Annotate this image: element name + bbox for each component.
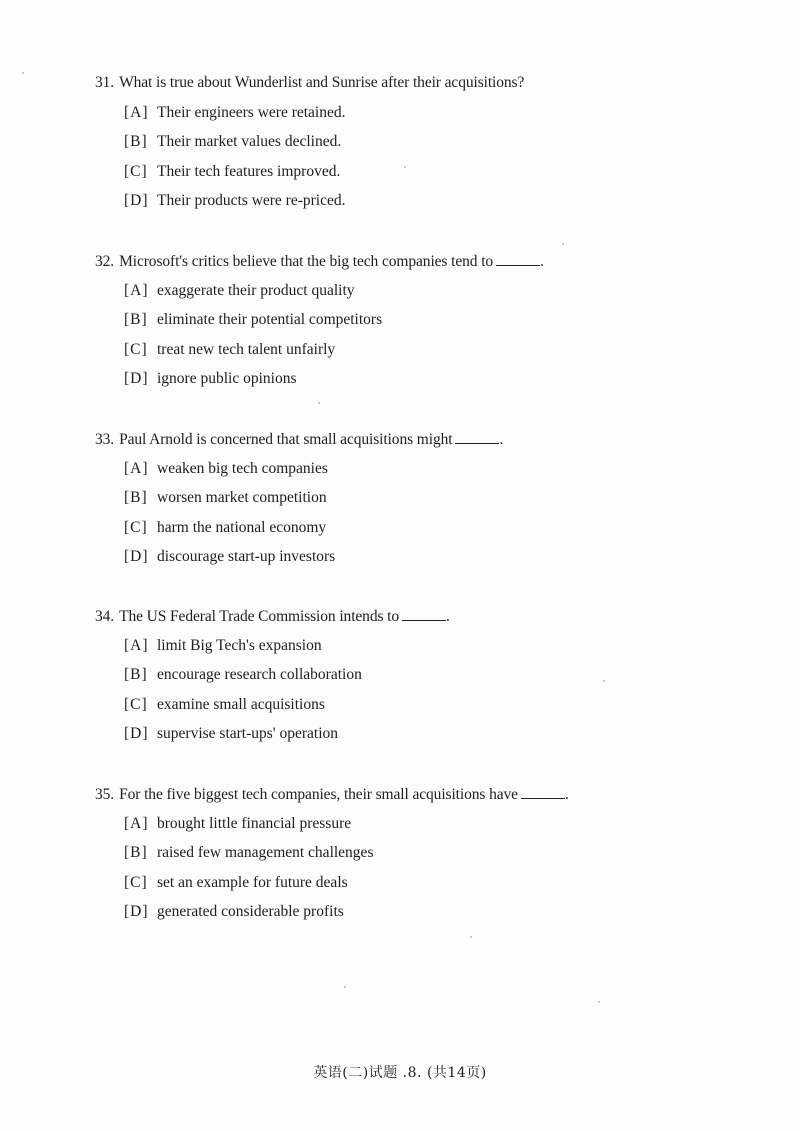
option-text: exaggerate their product quality — [157, 281, 355, 299]
option-d — [124, 902, 735, 922]
option-c — [124, 340, 735, 360]
question-34 — [95, 606, 735, 744]
option-text: supervise start-ups' operation — [157, 725, 338, 742]
answer-blank — [402, 606, 446, 621]
option-b — [124, 843, 735, 863]
option-text: worsen market competition — [157, 489, 327, 506]
question-stem: 34. The US Federal Trade Commission intends to . — [95, 608, 450, 625]
option-text: Their engineers were retained. — [157, 103, 346, 121]
option-c — [124, 873, 735, 893]
option-letter: [D] — [124, 370, 149, 387]
option-text: brought little financial pressure — [157, 814, 352, 832]
answer-blank — [521, 784, 565, 799]
question-number: 31. — [95, 74, 115, 91]
option-list — [124, 103, 735, 212]
option-letter: [B] — [124, 311, 148, 328]
option-text: Their tech features improved. — [157, 162, 341, 180]
option-d — [124, 724, 735, 744]
question-stem — [95, 73, 735, 93]
option-letter: [A] — [124, 103, 149, 121]
scan-speck — [22, 72, 24, 74]
option-b — [124, 665, 735, 685]
question-number: 33. — [95, 431, 115, 448]
option-a — [124, 814, 735, 834]
question-stem: 32. Microsoft's critics believe that the big tech companies tend to . — [95, 253, 544, 270]
option-a — [124, 459, 735, 479]
question-text: Microsoft's critics believe that the big tech companies tend to — [119, 253, 494, 270]
option-list — [124, 636, 735, 745]
option-letter: [A] — [124, 636, 149, 654]
option-c — [124, 162, 735, 182]
option-text: set an example for future deals — [157, 873, 348, 891]
question-stem: 35. For the five biggest tech companies, their small acquisitions have . — [95, 786, 569, 803]
question-text: For the five biggest tech companies, their small acquisitions have — [119, 786, 518, 803]
option-letter: [A] — [124, 281, 149, 299]
answer-blank — [496, 251, 540, 266]
question-number: 34. — [95, 608, 115, 625]
option-b — [124, 488, 735, 508]
option-letter: [C] — [124, 340, 148, 358]
option-letter: [C] — [124, 873, 148, 891]
question-text: What is true about Wunderlist and Sunrise after their acquisitions? — [119, 74, 525, 91]
question-number: 35. — [95, 786, 115, 803]
option-text: discourage start-up investors — [157, 548, 336, 565]
option-a — [124, 281, 735, 301]
option-list — [124, 814, 735, 923]
answer-blank — [455, 429, 499, 444]
option-a — [124, 103, 735, 123]
option-text: eliminate their potential competitors — [157, 311, 383, 328]
scan-speck — [598, 1001, 600, 1003]
question-stem: 33. Paul Arnold is concerned that small acquisitions might . — [95, 431, 504, 448]
option-letter: [A] — [124, 459, 149, 477]
question-35 — [95, 784, 735, 922]
scan-speck — [562, 243, 564, 245]
option-letter: [B] — [124, 666, 148, 683]
option-d — [124, 369, 735, 389]
question-number: 32. — [95, 253, 115, 270]
option-text: ignore public opinions — [157, 370, 297, 387]
scan-speck — [470, 936, 472, 938]
option-text: Their market values declined. — [157, 133, 342, 150]
option-text: weaken big tech companies — [157, 459, 328, 477]
page-footer: 英语(二)试题 .8. (共14页) — [313, 1065, 487, 1081]
option-b — [124, 132, 735, 152]
option-d — [124, 547, 735, 567]
question-32 — [95, 251, 735, 389]
option-letter: [D] — [124, 725, 149, 742]
option-text: harm the national economy — [157, 518, 327, 536]
option-letter: [B] — [124, 133, 148, 150]
option-list — [124, 281, 735, 390]
option-c — [124, 518, 735, 538]
option-c — [124, 695, 735, 715]
question-text: The US Federal Trade Commission intends to — [119, 608, 400, 625]
option-letter: [C] — [124, 162, 148, 180]
option-list — [124, 459, 735, 568]
option-letter: [D] — [124, 903, 149, 920]
option-text: treat new tech talent unfairly — [157, 340, 336, 358]
question-31 — [95, 73, 735, 211]
scan-speck — [318, 402, 320, 404]
option-d — [124, 191, 735, 211]
question-text: Paul Arnold is concerned that small acquisitions might — [119, 431, 453, 448]
option-text: limit Big Tech's expansion — [157, 636, 322, 654]
option-letter: [C] — [124, 518, 148, 536]
option-letter: [B] — [124, 844, 148, 861]
option-a — [124, 636, 735, 656]
option-letter: [B] — [124, 489, 148, 506]
option-letter: [A] — [124, 814, 149, 832]
scan-speck — [603, 680, 605, 682]
scan-speck — [404, 166, 406, 168]
option-text: raised few management challenges — [157, 844, 374, 861]
option-text: Their products were re-priced. — [157, 192, 346, 209]
option-text: encourage research collaboration — [157, 666, 362, 683]
question-33 — [95, 429, 735, 567]
option-b — [124, 310, 735, 330]
option-letter: [D] — [124, 548, 149, 565]
option-text: examine small acquisitions — [157, 695, 325, 713]
option-letter: [D] — [124, 192, 149, 209]
scan-speck — [344, 986, 346, 988]
option-text: generated considerable profits — [157, 903, 344, 920]
option-letter: [C] — [124, 695, 148, 713]
